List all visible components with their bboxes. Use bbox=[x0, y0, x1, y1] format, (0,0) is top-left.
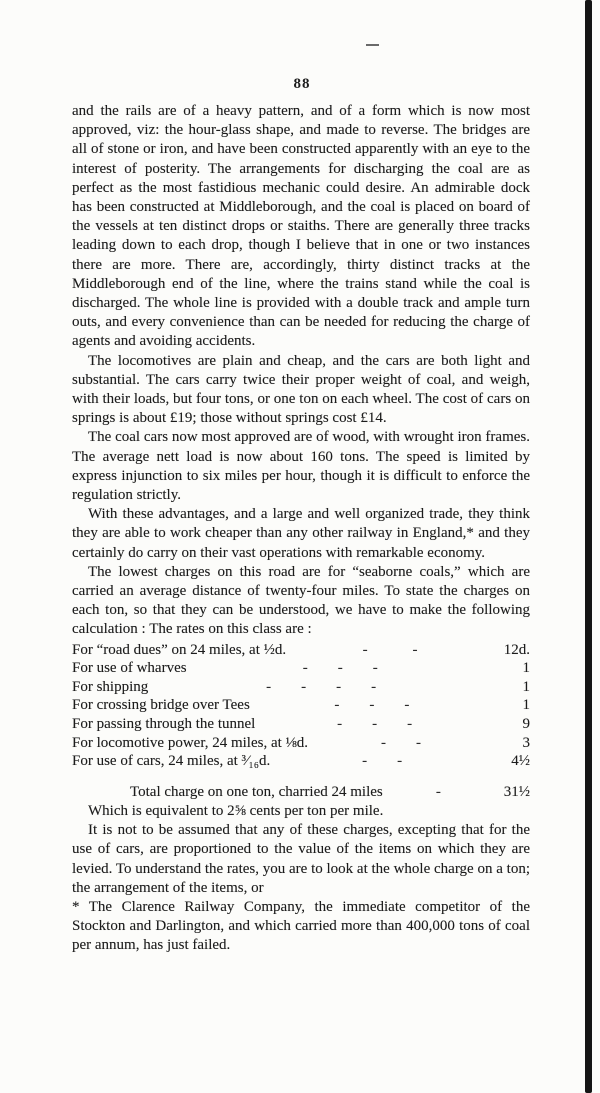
body-paragraph: It is not to be assumed that any of these charges, excepting that for the use of cars, are proportioned to the value of the items on which they are levied. To understand the rates, you are to look at the whole charge on a ton; the arrangement of the items, or bbox=[72, 822, 530, 896]
rate-row bbox=[72, 678, 530, 697]
rate-label: For use of cars, 24 miles, at ³⁄₁₆d. bbox=[72, 753, 271, 770]
rate-value: 12d. bbox=[503, 641, 530, 658]
rate-leader: - - bbox=[362, 753, 403, 770]
rate-row bbox=[72, 752, 530, 771]
rate-row bbox=[72, 659, 530, 678]
rates-equivalence-line: Which is equivalent to 2⅝ cents per ton per mile. bbox=[88, 803, 384, 820]
rate-value: 9 bbox=[522, 716, 530, 733]
rate-label: For shipping bbox=[72, 678, 149, 695]
rate-value: 3 bbox=[522, 734, 530, 751]
rate-value: 4½ bbox=[511, 753, 530, 770]
scan-artifact-dash bbox=[366, 44, 379, 46]
rate-value: 1 bbox=[522, 697, 530, 714]
rate-leader: - - - bbox=[337, 716, 413, 733]
rate-leader: - - bbox=[362, 641, 418, 658]
rate-leader: - - bbox=[381, 734, 422, 751]
rate-leader: - - - bbox=[302, 660, 378, 677]
rate-label: For passing through the tunnel bbox=[72, 716, 256, 733]
rate-row bbox=[72, 696, 530, 715]
rate-row bbox=[72, 641, 530, 660]
footnote: * The Clarence Railway Company, the immediate competitor of the Stockton and Darlington, and which carried more than 400,000 tons of coal per annum, has just failed. bbox=[72, 899, 530, 954]
rate-label: For “road dues” on 24 miles, at ½d. bbox=[72, 641, 287, 658]
page-number: 88 bbox=[293, 76, 311, 92]
rate-leader: - - - bbox=[334, 697, 410, 714]
body-paragraph: and the rails are of a heavy pattern, and of a form which is now most approved, viz: the hour-glass shape, and made to reverse. The bridges are all of stone or iron, and have been constructed apparently with an eye to the interest of posterity. The arrangements for discharging the coal are as perfect as the most fastidious mechanic could desire. An admirable dock has been constructed at Middleborough, and the coal is placed on board of the vessels at ten distinct drops or staiths. There are generally three tracks leading down to each drop, though I believe that in one or two instances there are more. There are, accordingly, thirty distinct tracks at the Middleborough end of the line, where the trains stand while the coal is discharged. The whole line is provided with a double track and ample turn outs, and every convenience than can be needed for reducing the charge of agents and avoiding accidents. bbox=[72, 103, 530, 350]
rate-label: For use of wharves bbox=[72, 660, 187, 677]
rate-label: For crossing bridge over Tees bbox=[72, 697, 250, 714]
rate-leader: - bbox=[435, 783, 441, 800]
rate-value: 1 bbox=[522, 660, 530, 677]
body-paragraph: The lowest charges on this road are for “seaborne coals,” which are carried an average distance of twenty-four miles. To state the charges on each ton, so that they can be understood, we have to make the following calculation : The rates on this class are : bbox=[72, 563, 530, 638]
body-paragraph: With these advantages, and a large and well organized trade, they think they are able to work cheaper than any other railway in England,* and they certainly do carry on their vast operations with remarkable economy. bbox=[72, 506, 530, 561]
rates-total-row bbox=[72, 783, 530, 802]
scan-edge-bar bbox=[585, 0, 592, 1093]
rates-total-label: Total charge on one ton, charried 24 miles bbox=[130, 783, 383, 800]
body-paragraph: The coal cars now most approved are of wood, with wrought iron frames. The average nett load is now about 160 tons. The speed is limited by express injunction to six miles per hour, though it is difficult to enforce the regulation strictly. bbox=[72, 429, 530, 504]
text-block bbox=[72, 102, 530, 956]
rate-label: For locomotive power, 24 miles, at ⅛d. bbox=[72, 734, 309, 751]
rates-table bbox=[72, 641, 530, 822]
rates-total-value: 31½ bbox=[503, 783, 530, 800]
rate-value: 1 bbox=[522, 678, 530, 695]
rate-row bbox=[72, 715, 530, 734]
rate-row bbox=[72, 734, 530, 753]
body-paragraph: The locomotives are plain and cheap, and the cars are both light and substantial. The cars carry twice their proper weight of coal, and weigh, with their loads, but four tons, or one ton on each wheel. The cost of cars on springs is about £19; those without springs cost £14. bbox=[72, 352, 530, 427]
rate-leader: - - - - bbox=[266, 678, 377, 695]
